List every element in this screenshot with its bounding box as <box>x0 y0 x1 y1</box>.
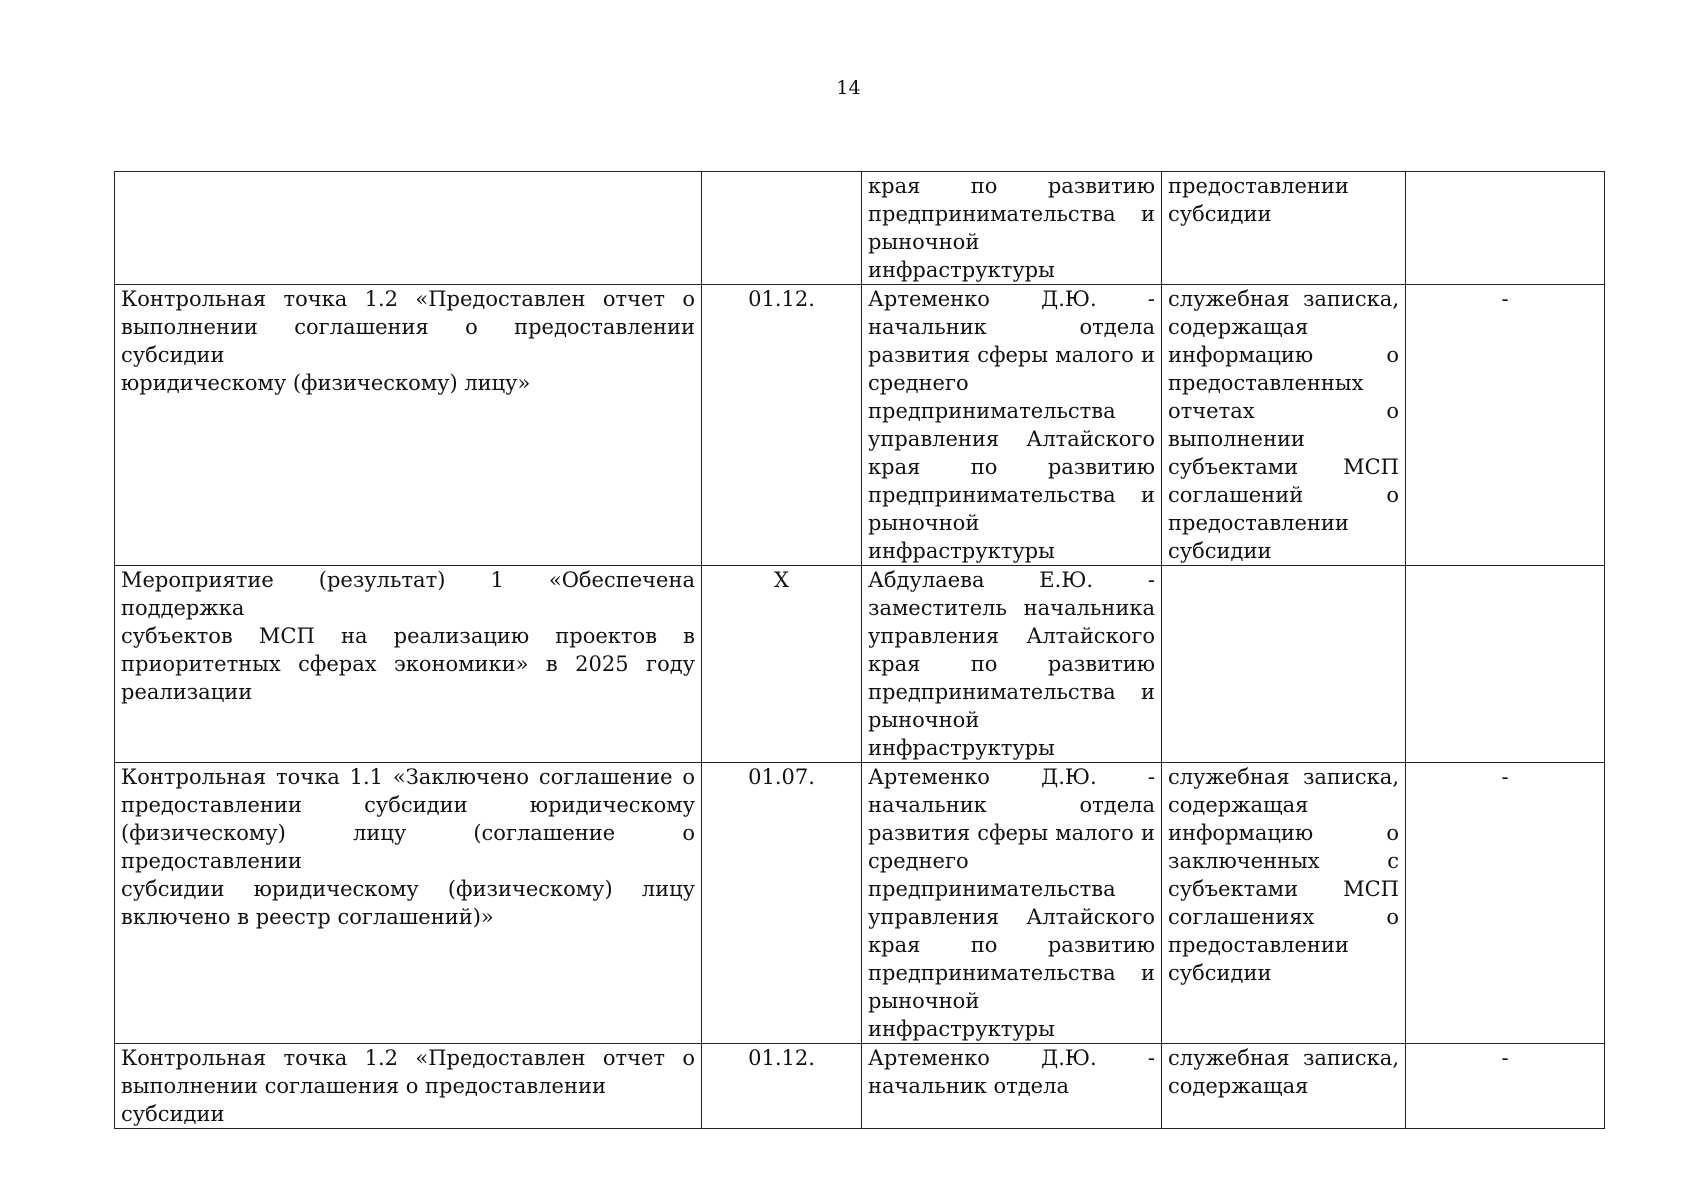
cell-line: предоставлении <box>1168 933 1349 957</box>
cell-line: приоритетных сферах экономики» в 2025 году <box>121 652 695 676</box>
cell-line: предоставлении <box>1168 511 1349 535</box>
cell-line: предоставлении субсидии юридическому <box>121 793 695 817</box>
cell-line: содержащая <box>1168 1074 1309 1098</box>
date-cell: Х <box>702 566 862 763</box>
cell-line: служебная записка, <box>1168 1046 1399 1070</box>
cell-line: края по развитию <box>868 174 1155 198</box>
cell-line: (физическому) лицу (соглашение о предоставлении <box>121 821 695 873</box>
mark-cell: - <box>1406 763 1605 1044</box>
cell-line: содержащая <box>1168 315 1309 339</box>
cell-line: края по развитию <box>868 652 1155 676</box>
cell-line: рыночной <box>868 230 980 254</box>
control-points-table <box>114 171 1605 1129</box>
cell-line: служебная записка, <box>1168 287 1399 311</box>
mark-cell: - <box>1406 1044 1605 1129</box>
cell-line: управления Алтайского <box>868 427 1155 451</box>
cell-line: субсидии <box>1168 961 1272 985</box>
cell-line: служебная записка, <box>1168 765 1399 789</box>
responsible-cell <box>862 566 1162 763</box>
date-cell <box>702 172 862 285</box>
cell-line: выполнении соглашения о предоставлении субсидии <box>121 315 695 367</box>
cell-line: Контрольная точка 1.2 «Предоставлен отчет о <box>121 1046 695 1070</box>
responsible-cell <box>862 285 1162 566</box>
cell-line: субсидии <box>1168 202 1272 226</box>
cell-line: информацию о <box>1168 821 1399 845</box>
cell-line: субъектами МСП <box>1168 455 1399 479</box>
cell-line: субсидии юридическому (физическому) лицу <box>121 877 695 901</box>
cell-line: Абдулаева Е.Ю. - <box>868 568 1155 592</box>
date-cell: 01.12. <box>702 285 862 566</box>
cell-line: предпринимательства <box>868 399 1116 423</box>
cell-line: предоставленных <box>1168 371 1364 395</box>
event-cell <box>115 566 702 763</box>
document-cell <box>1162 172 1406 285</box>
cell-line: юридическому (физическому) лицу» <box>121 371 531 395</box>
date-cell: 01.12. <box>702 1044 862 1129</box>
event-cell <box>115 1044 702 1129</box>
cell-line: края по развитию <box>868 933 1155 957</box>
cell-line: Контрольная точка 1.2 «Предоставлен отчет о <box>121 287 695 311</box>
cell-line: субъектами МСП <box>1168 877 1399 901</box>
table-row <box>115 285 1605 566</box>
table-row <box>115 172 1605 285</box>
document-cell <box>1162 1044 1406 1129</box>
cell-line: среднего <box>868 849 969 873</box>
responsible-cell <box>862 172 1162 285</box>
cell-line: включено в реестр соглашений)» <box>121 905 494 929</box>
cell-line: начальник отдела <box>868 315 1155 339</box>
cell-line: управления Алтайского <box>868 624 1155 648</box>
cell-line: Артеменко Д.Ю. - <box>868 287 1155 311</box>
cell-line: соглашениях о <box>1168 905 1399 929</box>
cell-line: инфраструктуры <box>868 539 1055 563</box>
event-cell <box>115 285 702 566</box>
cell-line: рыночной <box>868 511 980 535</box>
cell-line: содержащая <box>1168 793 1309 817</box>
cell-line: заместитель начальника <box>868 596 1155 620</box>
cell-line: Мероприятие (результат) 1 «Обеспечена поддержка <box>121 568 695 620</box>
cell-line: начальник отдела <box>868 793 1155 817</box>
cell-line: предоставлении <box>1168 174 1349 198</box>
cell-line: предпринимательства и <box>868 202 1155 226</box>
date-cell: 01.07. <box>702 763 862 1044</box>
cell-line: развития сферы малого и <box>868 821 1155 845</box>
cell-line: управления Алтайского <box>868 905 1155 929</box>
mark-cell: - <box>1406 285 1605 566</box>
cell-line: рыночной <box>868 708 980 732</box>
cell-line: рыночной <box>868 989 980 1013</box>
table-row <box>115 566 1605 763</box>
cell-line: предпринимательства <box>868 877 1116 901</box>
cell-line: развития сферы малого и <box>868 343 1155 367</box>
cell-line: предпринимательства и <box>868 483 1155 507</box>
cell-line: Артеменко Д.Ю. - <box>868 765 1155 789</box>
cell-line: инфраструктуры <box>868 736 1055 760</box>
cell-line: края по развитию <box>868 455 1155 479</box>
cell-line: предпринимательства и <box>868 680 1155 704</box>
responsible-cell <box>862 763 1162 1044</box>
table-row <box>115 1044 1605 1129</box>
mark-cell <box>1406 172 1605 285</box>
document-cell <box>1162 566 1406 763</box>
page-number: 14 <box>836 77 861 99</box>
event-cell <box>115 763 702 1044</box>
cell-line: инфраструктуры <box>868 1017 1055 1041</box>
responsible-cell <box>862 1044 1162 1129</box>
document-cell <box>1162 763 1406 1044</box>
document-cell <box>1162 285 1406 566</box>
cell-line: реализации <box>121 680 253 704</box>
cell-line: начальник отдела <box>868 1074 1069 1098</box>
cell-line: Контрольная точка 1.1 «Заключено соглашение о <box>121 765 695 789</box>
cell-line: выполнении соглашения о предоставлении субсидии <box>121 1074 606 1126</box>
cell-line: Артеменко Д.Ю. - <box>868 1046 1155 1070</box>
cell-line: предпринимательства и <box>868 961 1155 985</box>
event-cell <box>115 172 702 285</box>
cell-line: заключенных с <box>1168 849 1399 873</box>
cell-line: субсидии <box>1168 539 1272 563</box>
table-row <box>115 763 1605 1044</box>
cell-line: субъектов МСП на реализацию проектов в <box>121 624 695 648</box>
mark-cell <box>1406 566 1605 763</box>
cell-line: информацию о <box>1168 343 1399 367</box>
cell-line: среднего <box>868 371 969 395</box>
cell-line: соглашений о <box>1168 483 1399 507</box>
cell-line: инфраструктуры <box>868 258 1055 282</box>
cell-line: отчетах о выполнении <box>1168 399 1399 451</box>
